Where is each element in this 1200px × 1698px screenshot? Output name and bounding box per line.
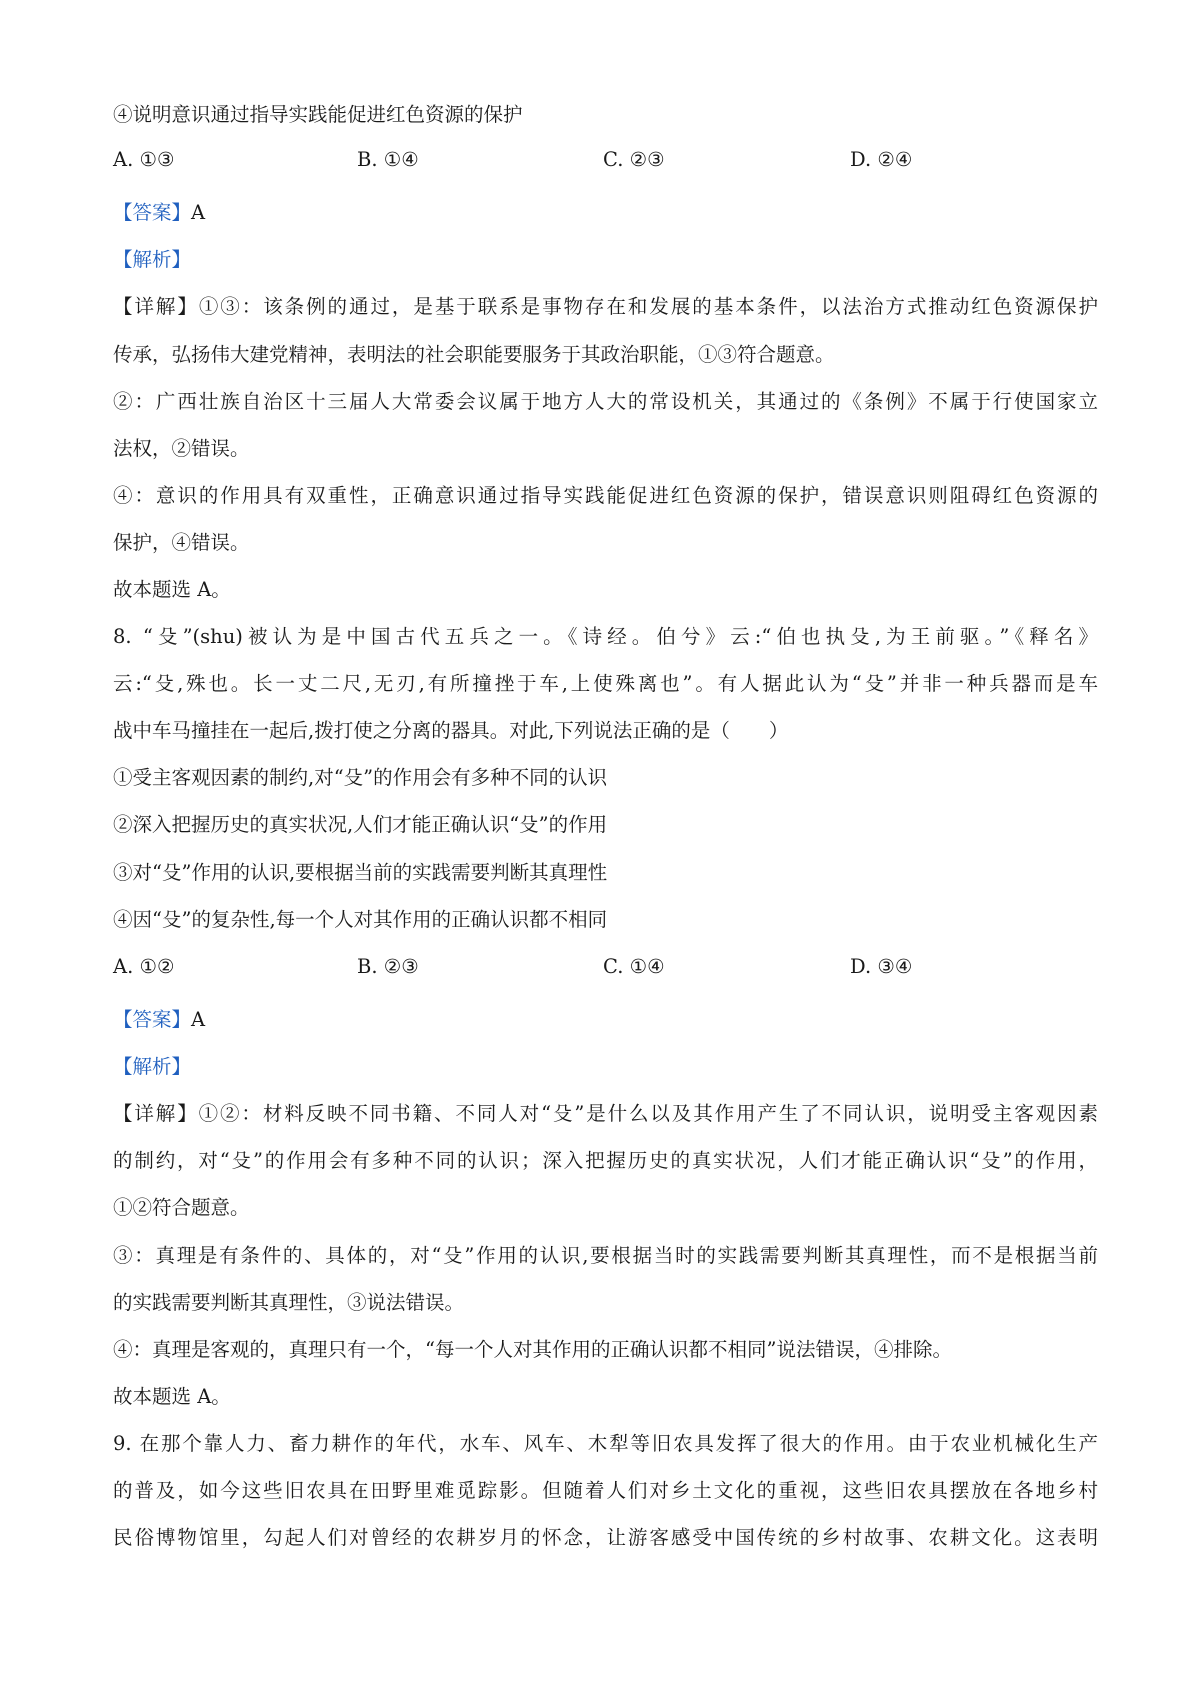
- answer-tag: 【答案】: [113, 1008, 192, 1031]
- answer-value: A: [191, 1008, 206, 1031]
- q8-stem-line: 云:“殳,殊也。长一丈二尺,无刃,有所撞挫于车,上使殊离也”。有人据此认为“殳”并非一种兵器而是车: [113, 672, 1098, 695]
- q8-option-2: ②深入把握历史的真实状况,人们才能正确认识“殳”的作用: [113, 813, 608, 836]
- answer-value: A: [191, 201, 206, 224]
- q8-detail-line: ①②符合题意。: [113, 1196, 250, 1219]
- q7-detail-line: 保护，④错误。: [113, 531, 250, 554]
- answer-tag: 【答案】: [113, 201, 192, 224]
- q8-stem-line: 战中车马撞挂在一起后,拨打使之分离的器具。对此,下列说法正确的是（ ）: [113, 719, 789, 742]
- detail-text: ①②：材料反映不同书籍、不同人对“殳”是什么以及其作用产生了不同认识，说明受主客观因素: [198, 1102, 1098, 1125]
- q7-choice-b: B. ①④: [357, 148, 419, 171]
- q7-option-4: ④说明意识通过指导实践能促进红色资源的保护: [113, 103, 523, 126]
- q8-answer: [113, 1007, 205, 1033]
- q7-choice-c: C. ②③: [603, 148, 665, 171]
- q8-choice-a: A. ①②: [113, 955, 175, 978]
- q8-detail-line: ③：真理是有条件的、具体的，对“殳”作用的认识,要根据当时的实践需要判断其真理性，而不是根据当前: [113, 1244, 1098, 1267]
- q8-choice-c: C. ①④: [603, 955, 665, 978]
- q7-choice-d: D. ②④: [850, 148, 913, 171]
- detail-tag: 【详解】: [113, 295, 199, 318]
- q7-analysis-tag: 【解析】: [113, 248, 192, 271]
- q7-detail-line: ④：意识的作用具有双重性，正确意识通过指导实践能促进红色资源的保护，错误意识则阻碍红色资源的: [113, 484, 1098, 507]
- q8-option-4: ④因“殳”的复杂性,每一个人对其作用的正确认识都不相同: [113, 908, 608, 931]
- q8-detail-line: [113, 1101, 1098, 1127]
- q8-detail-line: 的实践需要判断其真理性，③说法错误。: [113, 1291, 465, 1314]
- q8-detail-line: ④：真理是客观的，真理只有一个，“每一个人对其作用的正确认识都不相同”说法错误，④排除。: [113, 1338, 952, 1361]
- q8-detail-line: 的制约，对“殳”的作用会有多种不同的认识；深入把握历史的真实状况，人们才能正确认识“殳”的作用，: [113, 1149, 1098, 1172]
- q7-answer: [113, 200, 205, 226]
- q9-stem-line: 民俗博物馆里，勾起人们对曾经的农耕岁月的怀念，让游客感受中国传统的乡村故事、农耕文化。这表明: [113, 1526, 1098, 1549]
- q8-option-3: ③对“殳”作用的认识,要根据当前的实践需要判断其真理性: [113, 861, 608, 884]
- q7-detail-line: 法权，②错误。: [113, 437, 250, 460]
- q8-option-1: ①受主客观因素的制约,对“殳”的作用会有多种不同的认识: [113, 766, 608, 789]
- q8-choice-b: B. ②③: [357, 955, 419, 978]
- q7-detail-line: 传承，弘扬伟大建党精神，表明法的社会职能要服务于其政治职能，①③符合题意。: [113, 343, 835, 366]
- q9-stem-line: 9. 在那个靠人力、畜力耕作的年代，水车、风车、木犁等旧农具发挥了很大的作用。由于农业机械化生产: [113, 1432, 1098, 1455]
- q8-choice-d: D. ③④: [850, 955, 913, 978]
- q8-analysis-tag: 【解析】: [113, 1055, 192, 1078]
- q8-stem-line: 8. “殳”(shu)被认为是中国古代五兵之一。《诗经。伯兮》云:“伯也执殳,为王前驱。”《释名》: [113, 625, 1098, 648]
- q7-choice-a: A. ①③: [113, 148, 175, 171]
- detail-text: ①③：该条例的通过，是基于联系是事物存在和发展的基本条件，以法治方式推动红色资源保护: [198, 295, 1098, 318]
- q8-conclusion: 故本题选 A。: [113, 1385, 231, 1408]
- q7-detail-line: [113, 294, 1098, 320]
- detail-tag: 【详解】: [113, 1102, 199, 1125]
- q9-stem-line: 的普及，如今这些旧农具在田野里难觅踪影。但随着人们对乡土文化的重视，这些旧农具摆放在各地乡村: [113, 1479, 1098, 1502]
- q7-conclusion: 故本题选 A。: [113, 578, 231, 601]
- q7-detail-line: ②：广西壮族自治区十三届人大常委会议属于地方人大的常设机关，其通过的《条例》不属于行使国家立: [113, 390, 1098, 413]
